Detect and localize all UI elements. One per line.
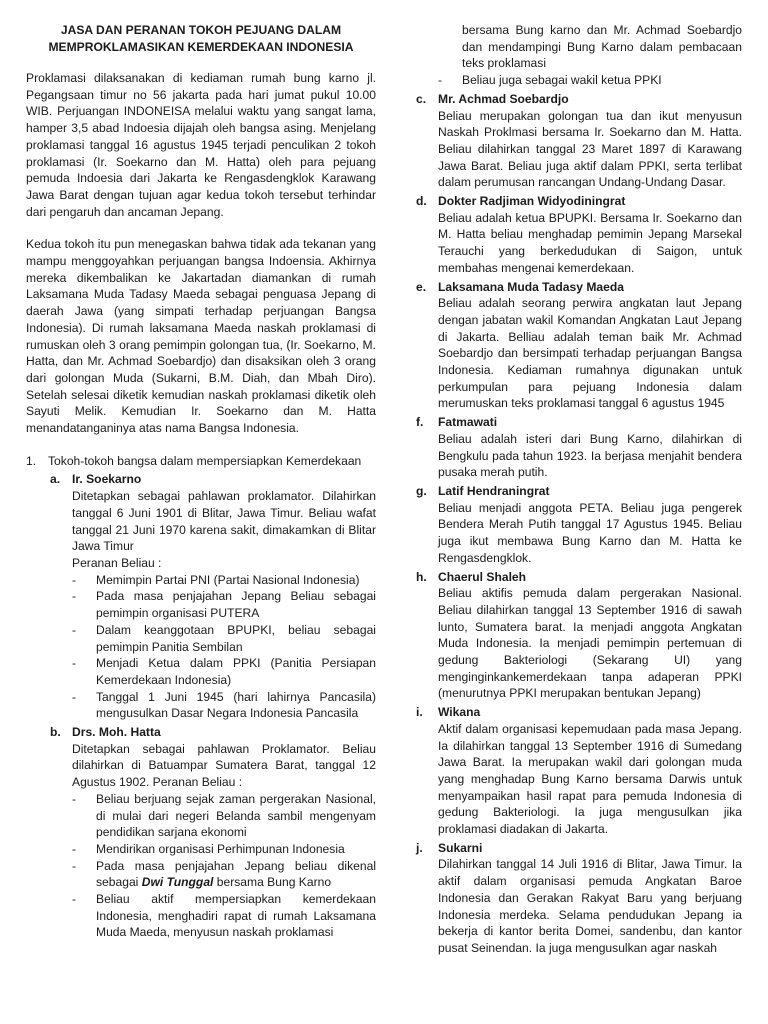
tokoh-b-desc: Ditetapkan sebagai pahlawan Proklamator. Beliau dilahirkan di Batuampar Sumatera Barat, tanggal 12 Agustus 1902. Peranan Beliau : — [72, 741, 376, 790]
section-1-heading — [26, 453, 376, 470]
tokoh-desc: Dilahirkan tanggal 14 Juli 1916 di Blitar, Jawa Timur. Ia aktif dalam organisasi pemuda Angkatan Baroe Indonesia dan Gerakan Rakyat Baru yang berjuang Indonesia merdeka. Selama pendudukan Jepang ia bekerja di kantor berita Domei, sandenbu, dan kantor pusat Seinendan. Ia juga mengusulkan agar naskah — [438, 857, 742, 955]
dwi-tunggal-emphasis: Dwi Tunggal — [141, 875, 214, 890]
tokoh-desc: Beliau menjadi anggota PETA. Beliau juga pengerek Bendera Merah Putih tanggal 17 Agustus 1945. Beliau juga ikut membawa Bung Karno dan M. Hatta ke Rengasdengklok. — [438, 500, 742, 565]
tokoh-list-right — [416, 91, 742, 957]
section-1-text: Tokoh-tokoh bangsa dalam mempersiapkan Kemerdekaan — [48, 453, 362, 468]
list-item: - Tanggal 1 Juni 1945 (hari lahirnya Pancasila) mengusulkan Dasar Negara Indonesia Pancasila — [72, 689, 376, 721]
tokoh-heading — [416, 840, 742, 857]
list-item: - Pada masa penjajahan Jepang beliau dikenal sebagai Dwi Tunggal bersama Bung Karno — [72, 858, 376, 890]
tokoh-b-heading — [26, 724, 376, 741]
intro-paragraph-2: Kedua tokoh itu pun menegaskan bahwa tidak ada tekanan yang mampu menggoyahkan perjuangan bangsa Indoensia. Akhirnya mereka dikembalikan ke Jakartadan diamankan di rumah Laksamana Muda Tadasy Maeda sebagai penguasa Jepang di daerah Jawa (yang simpati terhadap perjuangan Bangsa Indonesia). Di rumah laksamana Maeda naskah proklamasi di rumuskan oleh 3 orang pemimpin golongan tua, (Ir. Soekarno, M. Hatta, dan Mr. Achmad Soebardjo) dan disaksikan oleh 3 orang dari golongan Muda (Sukarni, B.M. Diah, dan Mbah Diro). Setelah selesai diketik kemudian naskah proklamasi diketik oleh Sayuti Melik. Kemudian Ir. Soekarno dan M. Hatta menandatanganinya atas nama Bangsa Indonesia. — [26, 237, 376, 436]
document-title — [26, 22, 376, 56]
tokoh-b-list-continued — [438, 72, 742, 89]
list-item: - Beliau juga sebagai wakil ketua PPKI — [438, 73, 662, 88]
tokoh-heading — [416, 704, 742, 721]
tokoh-desc: Beliau adalah seorang perwira angkatan laut Jepang dengan jabatan wakil Komandan Angkatan Laut Jepang di Jakarta. Belliau adalah teman baik Mr. Achmad Soebardjo dan bersimpati terhadap perjuangan Bangsa Indonesia. Kediaman rumahnya digunakan untuk perkumpulan para pejuang Indonesia dalam merumuskan teks proklamasi tanggal 6 agustus 1945 — [438, 296, 742, 411]
tokoh-name: Latif Hendraningrat — [438, 483, 550, 498]
tokoh-a-peranan: Peranan Beliau : — [72, 555, 162, 570]
tokoh-a-heading — [26, 471, 376, 488]
tokoh-b-name: Drs. Moh. Hatta — [72, 725, 161, 740]
tokoh-letter: d. — [416, 194, 427, 209]
tokoh-a-desc: Ditetapkan sebagai pahlawan proklamator. Dilahirkan tanggal 6 Juni 1901 di Blitar, Jawa Timur. Beliau wafat tanggal 21 Juni 1970 karena sakit, dimakamkan di Blitar Jawa Timur — [72, 489, 376, 554]
tokoh-name: Wikana — [438, 705, 481, 720]
list-item: - Beliau aktif mempersiapkan kemerdekaan Indonesia, menghadiri rapat di rumah Laksamana Muda Maeda, menyusun naskah proklamasi — [72, 892, 376, 940]
right-column — [416, 22, 742, 957]
tokoh-b-continuation — [416, 22, 742, 89]
tokoh-name: Laksamana Muda Tadasy Maeda — [438, 279, 624, 294]
tokoh-desc: Aktif dalam organisasi kepemudaan pada masa Jepang. Ia dilahirkan tanggal 13 September 1916 di Sumedang Jawa Barat. Ia merupakan wakil dari golongan muda yang menghadap Bung Karno bersama Darwis untuk menyampaikan hasil rapat para pemuda Indonesia di gedung Bakteriologi. Ia juga mengusulkan jika proklamasi diadakan di Jakarta. — [438, 721, 742, 837]
list-item: - Mendirikan organisasi Perhimpunan Indonesia — [72, 841, 345, 856]
tokoh-letter: h. — [416, 569, 427, 584]
tokoh-a-letter: a. — [50, 472, 61, 487]
tokoh-desc: Beliau adalah isteri dari Bung Karno, dilahirkan di Bengkulu pada tahun 1923. Ia berjasa menjahit bendera pusaka merah putih. — [438, 431, 742, 480]
title-line-1: JASA DAN PERANAN TOKOH PEJUANG DALAM — [60, 23, 342, 37]
tokoh-heading — [416, 414, 742, 431]
tokoh-heading — [416, 483, 742, 500]
left-column — [26, 22, 376, 941]
list-item: - Dalam keanggotaan BPUPKI, beliau sebagai pemimpin Panitia Sembilan — [72, 622, 376, 654]
title-line-2: MEMPROKLAMASIKAN KEMERDEKAAN INDONESIA — [48, 40, 354, 54]
tokoh-name: Sukarni — [438, 840, 483, 855]
intro-paragraph-1: Proklamasi dilaksanakan di kediaman rumah bung karno jl. Pegangsaan timur no 56 jakarta pada hari jumat pukul 10.00 WIB. Perjuangan INDONEISA melalui waktu yang sangat lama, hamper 3,5 abad Indoesia dijajah oleh bangsa asing. Menjelang proklamasi tanggal 16 agustus 1945 terjadi penculikan 2 tokoh proklamasi (Ir. Soekarno dan M. Hatta) oleh para pejuang pemuda Indoesia dari Jakarta ke Rengasdengklok Karawang Jawa Barat dengan tujuan agar kedua tokoh tersebut terhindar dari pengaruh dan ancaman Jepang. — [26, 71, 376, 219]
tokoh-letter: f. — [416, 415, 424, 430]
tokoh-desc: Beliau merupakan golongan tua dan ikut menyusun Naskah Proklmasi bersama Ir. Soekarno dan M. Hatta. Beliau dilahirkan tanggal 23 Maret 1897 di Karawang Jawa Barat. Beliau juga aktif dalam PPKI, serta terlibat dalam perumusan rancangan Undang-Undang Dasar. — [438, 108, 742, 190]
list-item: - Menjadi Ketua dalam PPKI (Panitia Persiapan Kemerdekaan Indonesia) — [72, 656, 376, 687]
tokoh-letter: c. — [416, 91, 427, 106]
tokoh-b-letter: b. — [50, 725, 61, 740]
tokoh-name: Fatmawati — [438, 415, 498, 430]
tokoh-b-body — [26, 741, 376, 941]
tokoh-letter: i. — [416, 705, 423, 720]
tokoh-b-item4-continued: bersama Bung karno dan Mr. Achmad Soebardjo dan mendampingi Bung Karno dalam pembacaan teks proklamasi — [462, 23, 742, 71]
list-item: - Memimpin Partai PNI (Partai Nasional Indonesia) — [72, 572, 360, 587]
tokoh-desc: Beliau adalah ketua BPUPKI. Bersama Ir. Soekarno dan M. Hatta beliau menghadap pemimin Jepang Marsekal Terauchi yang berkedudukan di Saigon, untuk membahas mengenai kemerdekaan. — [438, 210, 742, 275]
tokoh-heading — [416, 91, 742, 108]
tokoh-desc: Beliau aktifis pemuda dalam pergerakan Nasional. Beliau dilahirkan tanggal 13 September 1916 di sawah lunto, Sumatera barat. Ia menjadi anggota Angkatan Muda Indonesia. Ia menjadi pemimpin pertemuan di gedung Bakteriologi (Sekarang UI) yang menginginkankemerdekaan tanpa adaperan PPKI (menurutnya PPKI merupakan bentukan Jepang) — [438, 586, 742, 701]
tokoh-heading — [416, 279, 742, 296]
tokoh-name: Mr. Achmad Soebardjo — [438, 91, 569, 106]
tokoh-name: Chaerul Shaleh — [438, 569, 527, 584]
tokoh-heading — [416, 193, 742, 210]
tokoh-a-list — [72, 572, 376, 722]
list-item: - Beliau berjuang sejak zaman pergerakan Nasional, di mulai dari negeri Belanda sambil mengenyam pendidikan sarjana ekonomi — [72, 791, 376, 840]
tokoh-a-body — [26, 488, 376, 722]
list-item: - Pada masa penjajahan Jepang Beliau sebagai pemimpin organisasi PUTERA — [72, 589, 376, 621]
tokoh-b-list — [72, 791, 376, 941]
tokoh-letter: e. — [416, 279, 427, 294]
tokoh-heading — [416, 569, 742, 586]
tokoh-letter: g. — [416, 483, 427, 498]
section-1-number: 1. — [26, 453, 37, 468]
tokoh-name: Dokter Radjiman Widyodiningrat — [438, 194, 626, 209]
tokoh-letter: j. — [416, 840, 423, 855]
tokoh-a-name: Ir. Soekarno — [72, 472, 142, 487]
